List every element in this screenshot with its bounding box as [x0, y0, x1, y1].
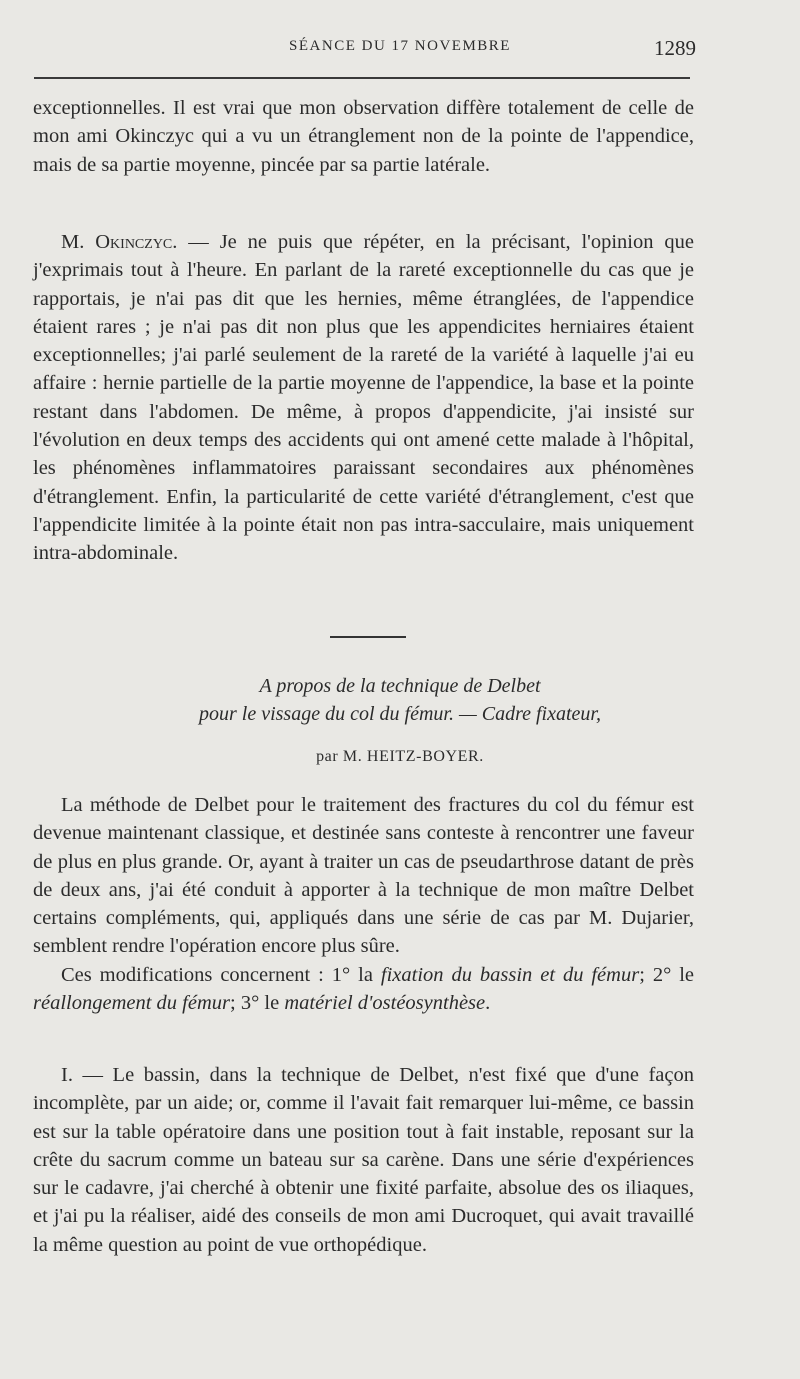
section-separator [330, 636, 406, 638]
speaker-name: M. Okinczyc. [61, 231, 178, 253]
section-one [33, 1061, 694, 1259]
article-author: par M. HEITZ-BOYER. [316, 748, 484, 765]
paragraph-okinczyc [33, 228, 694, 568]
page-number: 1289 [654, 36, 696, 60]
article-title-line-1: A propos de la technique de Delbet [259, 675, 541, 697]
header-rule [34, 77, 690, 79]
running-header [0, 36, 800, 66]
paragraph-text: I. — Le bassin, dans la technique de Delbet, n'est fixé que d'une façon incomplète, par un aide; or, comme il l'avait fait remarquer lui-même, ce bassin est sur la table opératoire dans une position tout à fait instable, reposant sur la crête du sacrum comme un bateau sur sa carène. Dans une série d'expériences sur le cadavre, j'ai cherché à obtenir une fixité parfaite, absolue des os iliaques, et j'ai pu la réaliser, aidé des conseils de mon ami Ducroquet, qui avait travaillé la même question au point de vue orthopédique. [33, 1064, 694, 1256]
article-body [33, 791, 694, 1017]
paragraph-text: La méthode de Delbet pour le traitement des fractures du col du fémur est devenue maintenant classique, et destinée sans conteste à rencontrer une faveur de plus en plus grande. Or, ayant à traiter un cas de pseudarthrose datant de près de deux ans, j'ai été conduit à apporter à la technique de mon maître Delbet certains compléments, qui, appliqués dans une série de cas par M. Dujarier, semblent rendre l'opération encore plus sûre. [33, 794, 694, 958]
paragraph-continued [33, 94, 694, 179]
paragraph-modifications: Ces modifications concernent : 1° la fixation du bassin et du fémur; 2° le réallongement du fémur; 3° le matériel d'ostéosynthèse. [33, 963, 694, 1015]
paragraph-text: exceptionnelles. Il est vrai que mon observation diffère totalement de celle de mon ami Okinczyc qui a vu un étranglement non de la pointe de l'appendice, mais de sa partie moyenne, pincée par sa partie latérale. [33, 97, 694, 176]
running-title: SÉANCE DU 17 NOVEMBRE [289, 38, 511, 54]
paragraph-text: — Je ne puis que répéter, en la précisant, l'opinion que j'exprimais tout à l'heure. En parlant de la rareté exceptionnelle du cas que je rapportais, je n'ai pas dit que les hernies, même étranglées, de l'appendice étaient rares ; je n'ai pas dit non plus que les appendicites herniaires étaient exceptionnelles; j'ai parlé seulement de la rareté de la variété à laquelle j'ai eu affaire : hernie partielle de la partie moyenne de l'appendice, la base et la pointe restant dans l'abdomen. De même, à propos d'appendicite, j'ai insisté sur l'évolution en deux temps des accidents qui ont amené cette malade à l'hôpital, les phénomènes inflammatoires paraissant secondaires aux phénomènes d'étranglement. Enfin, la particularité de cette variété d'étranglement, c'est que l'appendicite limitée à la pointe était non pas intra-sacculaire, mais uniquement intra-abdominale. [33, 231, 694, 565]
article-title-line-2: pour le vissage du col du fémur. — Cadre fixateur, [198, 703, 601, 725]
